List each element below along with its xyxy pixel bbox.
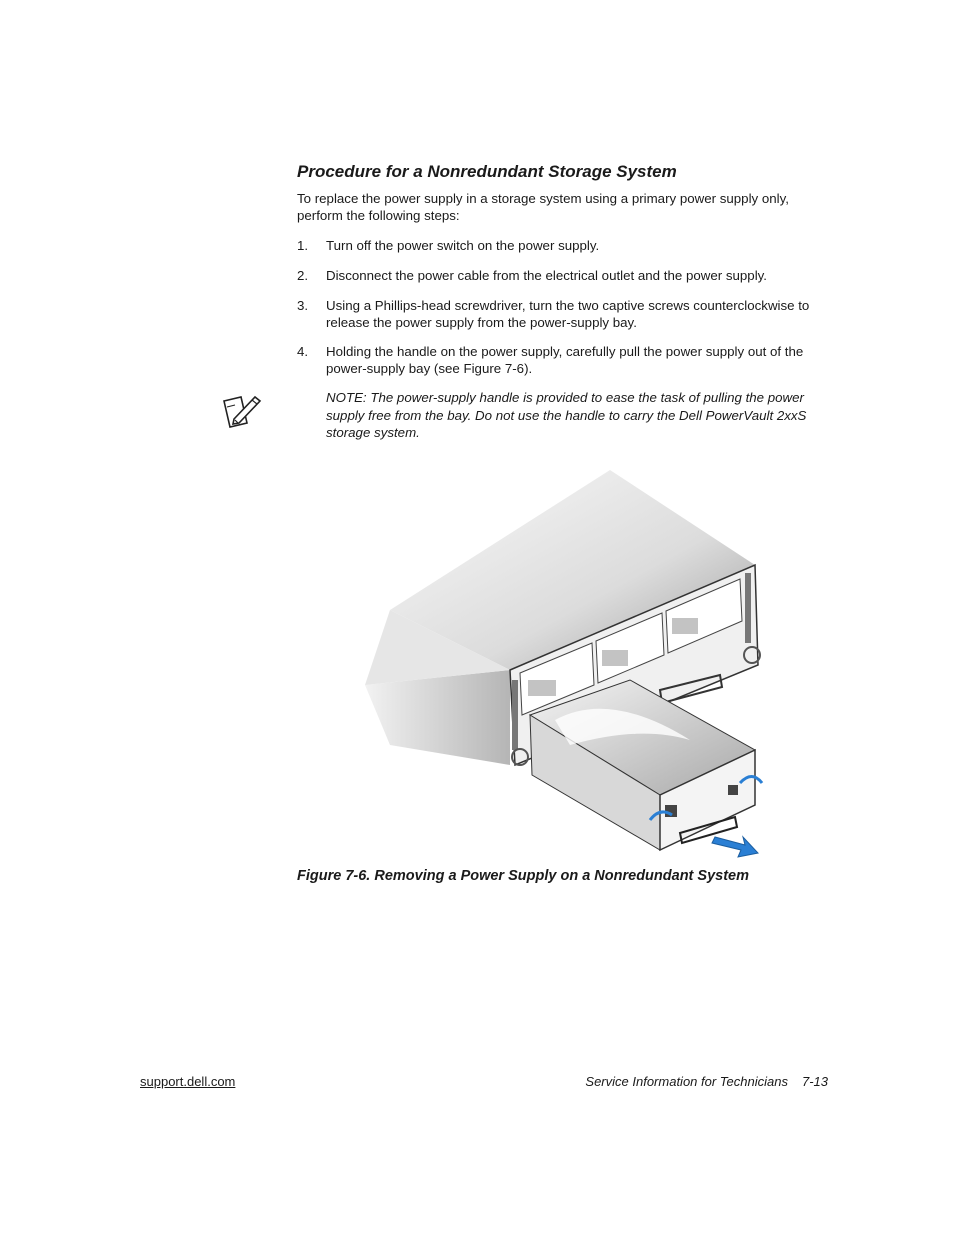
footer-support-link[interactable]: support.dell.com [140,1074,236,1089]
note-text: NOTE: The power-supply handle is provided to ease the task of pulling the power supply free from the bay. Do not use the handle to carry the Dell PowerVault 2xxS storage system. [326,390,807,440]
step-text: Using a Phillips-head screwdriver, turn the two captive screws counterclockwise to release the power supply from the power-supply bay. [326,298,810,330]
footer-title [584,1074,828,1089]
step-number: 1. [297,238,309,253]
step-number: 2. [297,268,309,283]
section-heading: Procedure for a Nonredundant Storage System [297,162,677,181]
page-number: 7-13 [801,1074,828,1089]
intro-paragraph: To replace the power supply in a storage system using a primary power supply only, perform the following steps: [297,191,789,223]
power-supply-removal-figure [360,465,780,865]
footer-doc-title: Service Information for Technicians [585,1074,788,1089]
step-text: Disconnect the power cable from the electrical outlet and the power supply. [326,268,768,283]
note-pencil-icon [221,393,263,429]
step-text: Turn off the power switch on the power supply. [326,238,600,253]
step-number: 3. [297,298,309,313]
step-text: Holding the handle on the power supply, carefully pull the power supply out of the power-supply bay (see Figure 7-6). [326,344,804,376]
step-number: 4. [297,344,309,359]
figure-caption: Figure 7-6. Removing a Power Supply on a Nonredundant System [297,868,749,884]
